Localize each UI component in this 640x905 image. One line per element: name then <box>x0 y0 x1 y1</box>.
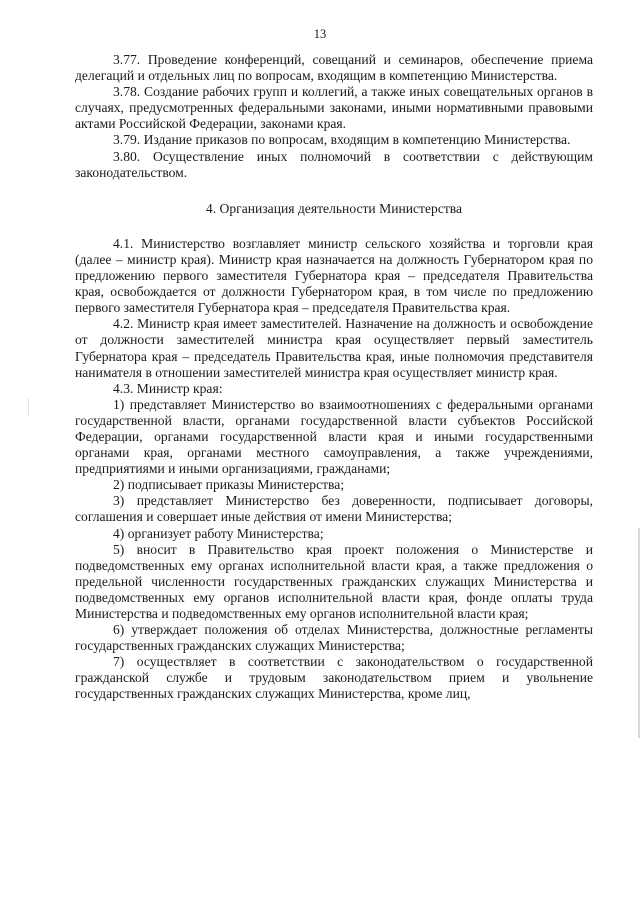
list-item-7: 7) осуществляет в соответствии с законодательством о государственной гражданской службе и трудовым законодательством прием и увольнение государственных гражданских служащих Министерства, кроме лиц, <box>75 654 593 702</box>
list-item-5: 5) вносит в Правительство края проект положения о Министерстве и подведомственных ему органах исполнительной власти края, а также предложения о предельной численности государственных гражданских служащих Министерства и подведомственных ему органов исполнительной власти края, фонде оплаты труда Министерства и подведомственных ему органов исполнительной власти края; <box>75 541 593 621</box>
list-item-2: 2) подписывает приказы Министерства; <box>113 477 345 493</box>
document-body <box>75 52 593 703</box>
scan-artifact <box>28 398 29 416</box>
paragraph-3-79: 3.79. Издание приказов по вопросам, входящим в компетенцию Министерства. <box>113 132 571 148</box>
list-item-6: 6) утверждает положения об отделах Министерства, должностные регламенты государственных гражданских служащих Министерства; <box>75 622 593 654</box>
paragraph-3-78: 3.78. Создание рабочих групп и коллегий, а также иных совещательных органов в случаях, предусмотренных федеральными законами, иными нормативными правовыми актами Российской Федерации, законами края. <box>75 84 593 132</box>
paragraph-4-1: 4.1. Министерство возглавляет министр сельского хозяйства и торговли края (далее – министр края). Министр края назначается на должность Губернатором края по предложению первого заместителя Губернатора края – председателя Правительства края, освобождается от должности Губернатором края, в том числе по предложению первого заместителя Губернатора края – председателя Правительства края. <box>75 235 593 316</box>
paragraph-4-3: 4.3. Министр края: <box>113 380 223 396</box>
paragraph-3-77: 3.77. Проведение конференций, совещаний и семинаров, обеспечение приема делегаций и отдельных лиц по вопросам, входящим в компетенцию Министерства. <box>75 52 593 84</box>
section-heading: 4. Организация деятельности Министерства <box>205 200 463 216</box>
list-item-4: 4) организует работу Министерства; <box>113 525 324 541</box>
paragraph-3-80: 3.80. Осуществление иных полномочий в соответствии с действующим законодательством. <box>75 148 593 180</box>
list-item-3: 3) представляет Министерство без доверенности, подписывает договоры, соглашения и совершает иные действия от имени Министерства; <box>75 493 593 525</box>
page-number: 13 <box>313 27 327 41</box>
list-item-1: 1) представляет Министерство во взаимоотношениях с федеральными органами государственной власти, органами государственной власти субъектов Российской Федерации, органами государственной власти края и иными государственными органами края, органами местного самоуправления, а также учреждениями, предприятиями и иными организациями, гражданами; <box>75 396 593 477</box>
paragraph-4-2: 4.2. Министр края имеет заместителей. Назначение на должность и освобождение от должности заместителей министра края осуществляет первый заместитель Губернатора края – председатель Правительства края, иные полномочия представителя нанимателя в отношении заместителей министра края осуществляет министр края. <box>75 316 593 380</box>
